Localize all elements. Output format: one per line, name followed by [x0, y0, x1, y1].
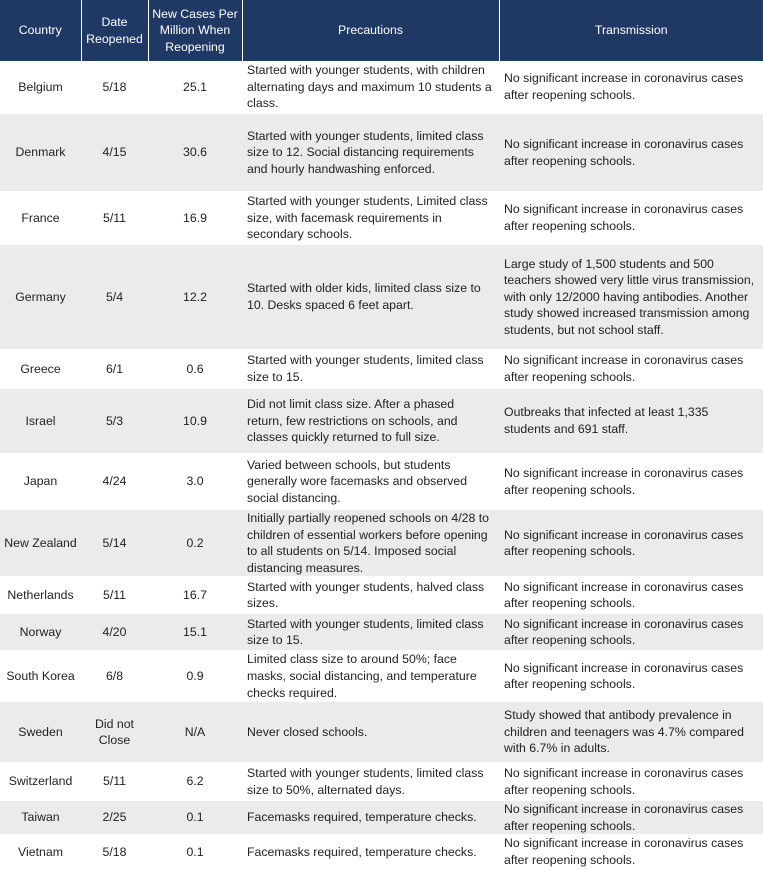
country-cell: Japan	[0, 454, 81, 510]
country-cell: Germany	[0, 245, 81, 350]
cases-cell: 25.1	[148, 61, 242, 114]
cases-cell: 0.6	[148, 350, 242, 389]
header-transmission: Transmission	[499, 0, 763, 61]
header-date-reopened: Date Reopened	[81, 0, 148, 61]
precautions-cell: Never closed schools.	[242, 702, 499, 763]
cases-cell: 10.9	[148, 389, 242, 454]
transmission-cell: No significant increase in coronavirus cases after reopening schools.	[499, 192, 763, 245]
transmission-cell: No significant increase in coronavirus cases after reopening schools.	[499, 801, 763, 835]
cases-cell: 0.1	[148, 801, 242, 835]
table-row	[0, 389, 763, 454]
table-row	[0, 651, 763, 702]
date-cell: 4/15	[81, 114, 148, 192]
table-row	[0, 350, 763, 389]
cases-cell: 16.9	[148, 192, 242, 245]
precautions-cell: Limited class size to around 50%; face masks, social distancing, and temperature checks required.	[242, 651, 499, 702]
table-row	[0, 801, 763, 835]
precautions-cell: Facemasks required, temperature checks.	[242, 801, 499, 835]
cases-cell: N/A	[148, 702, 242, 763]
table-row	[0, 763, 763, 801]
header-precautions: Precautions	[242, 0, 499, 61]
transmission-cell: No significant increase in coronavirus cases after reopening schools.	[499, 763, 763, 801]
date-cell: 5/11	[81, 763, 148, 801]
precautions-cell: Started with younger students, limited class size to 12. Social distancing requirements and hourly handwashing enforced.	[242, 114, 499, 192]
header-country: Country	[0, 0, 81, 61]
date-cell: 5/11	[81, 577, 148, 614]
transmission-cell: No significant increase in coronavirus cases after reopening schools.	[499, 614, 763, 651]
cases-cell: 16.7	[148, 577, 242, 614]
table-row	[0, 510, 763, 577]
precautions-cell: Started with younger students, limited class size to 15.	[242, 350, 499, 389]
country-cell: Norway	[0, 614, 81, 651]
date-cell: 4/24	[81, 454, 148, 510]
header-new-cases: New Cases Per Million When Reopening	[148, 0, 242, 61]
country-cell: Switzerland	[0, 763, 81, 801]
country-cell: South Korea	[0, 651, 81, 702]
date-cell: 6/8	[81, 651, 148, 702]
table-row	[0, 614, 763, 651]
cases-cell: 15.1	[148, 614, 242, 651]
country-cell: Greece	[0, 350, 81, 389]
date-cell: 5/4	[81, 245, 148, 350]
country-cell: Denmark	[0, 114, 81, 192]
country-cell: Taiwan	[0, 801, 81, 835]
country-cell: Israel	[0, 389, 81, 454]
table-row	[0, 245, 763, 350]
date-cell: 6/1	[81, 350, 148, 389]
date-cell: 5/14	[81, 510, 148, 577]
table-row	[0, 114, 763, 192]
cases-cell: 0.2	[148, 510, 242, 577]
country-cell: Sweden	[0, 702, 81, 763]
date-cell: 5/11	[81, 192, 148, 245]
table-header-row	[0, 0, 763, 61]
date-cell: Did not Close	[81, 702, 148, 763]
precautions-cell: Started with younger students, limited class size to 15.	[242, 614, 499, 651]
transmission-cell: Outbreaks that infected at least 1,335 students and 691 staff.	[499, 389, 763, 454]
transmission-cell: No significant increase in coronavirus cases after reopening schools.	[499, 61, 763, 114]
precautions-cell: Varied between schools, but students generally wore facemasks and observed social distancing.	[242, 454, 499, 510]
transmission-cell: No significant increase in coronavirus cases after reopening schools.	[499, 651, 763, 702]
cases-cell: 30.6	[148, 114, 242, 192]
transmission-cell: No significant increase in coronavirus cases after reopening schools.	[499, 835, 763, 869]
precautions-cell: Started with younger students, with children alternating days and maximum 10 students a class.	[242, 61, 499, 114]
table-row	[0, 835, 763, 869]
precautions-cell: Started with younger students, Limited class size, with facemask requirements in secondary schools.	[242, 192, 499, 245]
date-cell: 4/20	[81, 614, 148, 651]
cases-cell: 6.2	[148, 763, 242, 801]
transmission-cell: Large study of 1,500 students and 500 teachers showed very little virus transmission, with only 12/2000 having antibodies. Another study showed increased transmission among students, but not school staff.	[499, 245, 763, 350]
transmission-cell: No significant increase in coronavirus cases after reopening schools.	[499, 510, 763, 577]
transmission-cell: No significant increase in coronavirus cases after reopening schools.	[499, 114, 763, 192]
cases-cell: 0.9	[148, 651, 242, 702]
precautions-cell: Did not limit class size. After a phased return, few restrictions on schools, and classes quickly returned to full size.	[242, 389, 499, 454]
country-cell: New Zealand	[0, 510, 81, 577]
table-row	[0, 61, 763, 114]
cases-cell: 0.1	[148, 835, 242, 869]
table-row	[0, 192, 763, 245]
table-row	[0, 702, 763, 763]
transmission-cell: No significant increase in coronavirus cases after reopening schools.	[499, 454, 763, 510]
cases-cell: 12.2	[148, 245, 242, 350]
cases-cell: 3.0	[148, 454, 242, 510]
precautions-cell: Started with younger students, halved class sizes.	[242, 577, 499, 614]
date-cell: 2/25	[81, 801, 148, 835]
date-cell: 5/18	[81, 835, 148, 869]
transmission-cell: Study showed that antibody prevalence in children and teenagers was 4.7% compared with 6.7% in adults.	[499, 702, 763, 763]
precautions-cell: Started with younger students, limited class size to 50%, alternated days.	[242, 763, 499, 801]
transmission-cell: No significant increase in coronavirus cases after reopening schools.	[499, 577, 763, 614]
precautions-cell: Facemasks required, temperature checks.	[242, 835, 499, 869]
transmission-cell: No significant increase in coronavirus cases after reopening schools.	[499, 350, 763, 389]
date-cell: 5/3	[81, 389, 148, 454]
precautions-cell: Initially partially reopened schools on 4/28 to children of essential workers before opening to all students on 5/14. Imposed social distancing measures.	[242, 510, 499, 577]
table-row	[0, 577, 763, 614]
table-row	[0, 454, 763, 510]
country-cell: France	[0, 192, 81, 245]
precautions-cell: Started with older kids, limited class size to 10. Desks spaced 6 feet apart.	[242, 245, 499, 350]
country-cell: Vietnam	[0, 835, 81, 869]
country-cell: Belgium	[0, 61, 81, 114]
country-cell: Netherlands	[0, 577, 81, 614]
date-cell: 5/18	[81, 61, 148, 114]
